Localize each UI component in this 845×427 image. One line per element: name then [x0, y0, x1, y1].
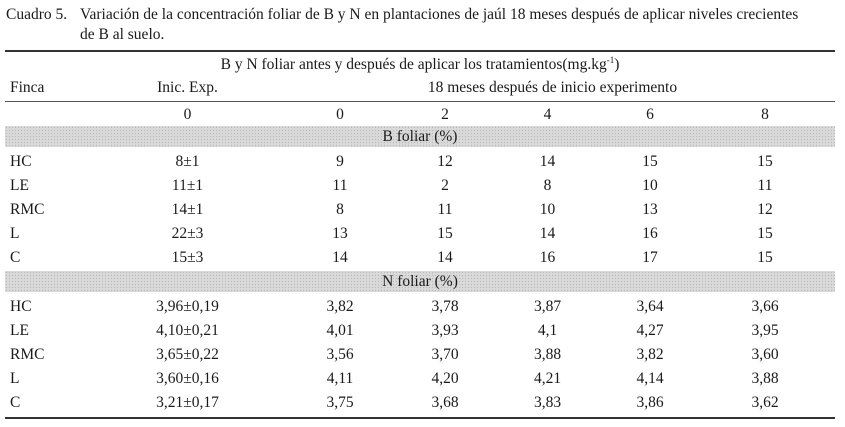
cell-2: 4,20: [431, 370, 459, 387]
cell-inic: 14±1: [171, 201, 204, 218]
table-row: [5, 296, 835, 318]
cell-2: 3,70: [431, 346, 459, 363]
cell-finca: RMC: [10, 201, 45, 218]
cell-6: 3,86: [636, 394, 664, 411]
cell-4: 4,1: [537, 322, 558, 339]
section-band-n: [5, 271, 835, 292]
cell-4: 3,87: [533, 298, 562, 315]
table-row: [5, 151, 835, 173]
level-6: 6: [646, 106, 654, 123]
level-2: 2: [441, 106, 449, 123]
cell-4: 14: [539, 225, 556, 242]
cell-8: 3,60: [751, 346, 779, 363]
cell-0: 9: [336, 153, 344, 170]
cell-6: 10: [642, 177, 658, 194]
level-4: 4: [543, 106, 552, 123]
table-row: [5, 392, 835, 414]
cell-0: 3,82: [326, 298, 354, 315]
cell-8: 15: [757, 249, 773, 266]
cell-6: 4,27: [636, 322, 664, 339]
cell-inic: 3,65±0,22: [156, 346, 219, 363]
cell-finca: RMC: [10, 346, 45, 363]
cell-6: 16: [642, 225, 658, 242]
table-row: [5, 320, 835, 342]
cell-inic: 15±3: [171, 249, 204, 266]
cell-6: 3,64: [636, 298, 664, 315]
cell-8: 3,62: [751, 394, 779, 411]
table-caption: [6, 5, 836, 45]
level-0: 0: [336, 106, 344, 123]
cell-6: 13: [642, 201, 658, 218]
cell-0: 3,56: [326, 346, 354, 363]
caption-text-line-1: Variación de la concentración foliar de B y N en plantaciones de jaúl 18 meses después de aplicar niveles crecientes: [80, 6, 799, 23]
table-row: [5, 199, 835, 221]
cell-6: 15: [642, 153, 658, 170]
table-row: [5, 247, 835, 269]
caption-label: Cuadro 5.: [6, 6, 68, 23]
cell-8: 12: [757, 201, 773, 218]
cell-4: 10: [539, 201, 556, 218]
level-8: 8: [761, 106, 769, 123]
cell-finca: LE: [10, 177, 29, 194]
col-header-finca: Finca: [10, 79, 45, 96]
cell-8: 3,95: [751, 322, 779, 339]
cell-finca: HC: [10, 298, 32, 315]
table-row: [5, 344, 835, 366]
cell-finca: L: [10, 370, 20, 387]
group-header-close: ): [614, 56, 620, 73]
cell-8: 3,88: [751, 370, 779, 387]
col-header-inic: Inic. Exp.: [157, 79, 218, 96]
cell-inic: 11±1: [171, 177, 204, 194]
col-header-after: 18 meses después de inicio experimento: [427, 79, 678, 96]
cell-6: 4,14: [636, 370, 664, 387]
level-inic: 0: [183, 106, 192, 123]
cell-4: 4,21: [533, 370, 562, 387]
cell-4: 14: [539, 153, 556, 170]
cell-8: 15: [757, 153, 773, 170]
cell-inic: 8±1: [175, 153, 200, 170]
cell-2: 3,68: [431, 394, 459, 411]
table-row: [5, 175, 835, 197]
cell-inic: 3,96±0,19: [156, 298, 219, 315]
column-header-row: [5, 77, 835, 99]
cell-inic: 4,10±0,21: [156, 322, 219, 339]
cell-2: 14: [437, 249, 453, 266]
cell-inic: 3,21±0,17: [156, 394, 219, 411]
cell-2: 3,78: [431, 298, 459, 315]
cell-finca: L: [10, 225, 20, 242]
table-row: [5, 368, 835, 390]
cell-6: 3,82: [636, 346, 664, 363]
caption-text-line-2: de B al suelo.: [80, 26, 165, 43]
section-band-b: [5, 126, 835, 147]
cell-finca: C: [10, 394, 21, 411]
cell-2: 12: [437, 153, 453, 170]
table-row: [5, 223, 835, 245]
cell-4: 3,88: [533, 346, 562, 363]
table-bottom-rule: [5, 417, 835, 419]
levels-row: [5, 104, 835, 126]
cell-0: 3,75: [326, 394, 354, 411]
cell-2: 3,93: [431, 322, 459, 339]
cell-finca: LE: [10, 322, 29, 339]
group-header-superscript: -1: [606, 54, 615, 65]
cell-0: 4,11: [326, 370, 354, 387]
section-title-n: N foliar (%): [382, 273, 458, 290]
cell-finca: HC: [10, 153, 32, 170]
cell-0: 8: [336, 201, 344, 218]
cell-4: 8: [543, 177, 552, 194]
cell-4: 16: [539, 249, 556, 266]
cell-4: 3,83: [533, 394, 562, 411]
cell-0: 11: [332, 177, 348, 194]
section-title-b: B foliar (%): [382, 128, 458, 145]
cell-2: 11: [437, 201, 453, 218]
cell-inic: 22±3: [171, 225, 204, 242]
cell-6: 17: [642, 249, 658, 266]
group-header: [5, 54, 835, 76]
cell-8: 3,66: [751, 298, 779, 315]
cell-0: 14: [332, 249, 348, 266]
cell-8: 15: [757, 225, 773, 242]
table-top-rule: [5, 50, 835, 52]
cell-finca: C: [10, 249, 21, 266]
header-rule: [5, 101, 835, 102]
group-header-title: B y N foliar antes y después de aplicar los tratamientos(mg.kg: [220, 56, 607, 73]
cell-0: 13: [332, 225, 348, 242]
cell-2: 2: [441, 177, 449, 194]
cell-inic: 3,60±0,16: [156, 370, 219, 387]
cell-8: 11: [757, 177, 773, 194]
cell-2: 15: [437, 225, 453, 242]
cell-0: 4,01: [326, 322, 354, 339]
